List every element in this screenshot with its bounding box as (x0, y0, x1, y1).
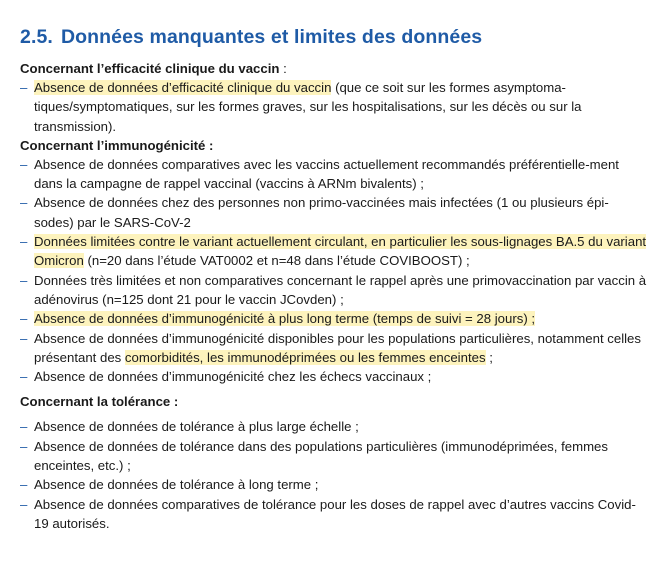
highlighted-text: comorbidités, les immunodéprimées ou les femmes enceintes (124, 349, 486, 365)
list-item: – Absence de données d’immunogénicité chez les échecs vaccinaux ; (20, 367, 647, 386)
list-item: – Absence de données d’efficacité clinique du vaccin (que ce soit sur les formes asymptoma-tiques/symptomatiques, sur les formes graves, sur les hospitalisations, sur les décès ou sur la transmission). (20, 80, 582, 134)
dash-bullet: – (20, 80, 28, 95)
dash-bullet: – (20, 234, 28, 250)
dash-bullet: – (20, 438, 28, 454)
list-item: – Absence de données de tolérance à plus large échelle ; (20, 417, 647, 436)
dash-bullet: – (20, 311, 28, 327)
dash-bullet: – (20, 369, 28, 385)
list-item: – Absence de données d’immunogénicité disponibles pour les populations particulières, notamment celles présentant des comorbidités, les immunodéprimées ou les femmes enceintes ; (20, 330, 641, 365)
subheading-immunogenicite: Concernant l’immunogénicité : (20, 137, 214, 153)
subheading-efficacite: Concernant l’efficacité clinique du vaccin : (20, 61, 287, 76)
list-item: – Absence de données comparatives de tolérance pour les doses de rappel avec d’autres vaccins Covid-19 autorisés. (20, 496, 636, 531)
list-item: – Absence de données de tolérance à long terme ; (20, 475, 647, 494)
list-tolerance (20, 417, 647, 533)
section-number: 2.5. (20, 26, 53, 48)
dash-bullet: – (20, 330, 28, 346)
list-item: – Données très limitées et non comparatives concernant le rappel après une primovaccination par vaccin à adénovirus (n=125 dont 21 pour le vaccin JCovden) ; (20, 272, 647, 307)
list-item: – Données limitées contre le variant actuellement circulant, en particulier les sous-lignages BA.5 du variant Omicron (n=20 dans l’étude VAT0002 et n=48 dans l’étude COVIBOOST) ; (20, 234, 647, 269)
dash-bullet: – (20, 195, 28, 211)
highlighted-text: Absence de données d’efficacité clinique du vaccin (34, 80, 332, 95)
list-item: – Absence de données chez des personnes non primo-vaccinées mais infectées (1 ou plusieurs épi-sodes) par le SARS-CoV-2 (20, 195, 609, 230)
list-efficacite (20, 78, 647, 136)
dash-bullet: – (20, 496, 28, 512)
section-heading (20, 26, 647, 49)
list-immunogenicite (20, 155, 647, 387)
dash-bullet: – (20, 272, 28, 288)
dash-bullet: – (20, 477, 28, 493)
section-title: Données manquantes et limites des données (60, 26, 483, 48)
subheading-tolerance: Concernant la tolérance : (20, 394, 179, 410)
highlighted-text: Données limitées contre le variant actuellement circulant, en particulier les sous-lignages BA.5 du variant Omicron (34, 234, 647, 269)
dash-bullet: – (20, 419, 28, 435)
list-item: – Absence de données de tolérance dans des populations particulières (immunodéprimées, femmes enceintes, etc.) ; (20, 438, 608, 474)
dash-bullet: – (20, 156, 28, 172)
list-item (20, 309, 647, 328)
highlighted-text: Absence de données d’immunogénicité à plus long terme (temps de suivi = 28 jours) ; (34, 311, 536, 327)
list-item: – Absence de données comparatives avec les vaccins actuellement recommandés préférentielle-ment dans la campagne de rappel vaccinal (vaccins à ARNm bivalents) ; (20, 156, 619, 192)
